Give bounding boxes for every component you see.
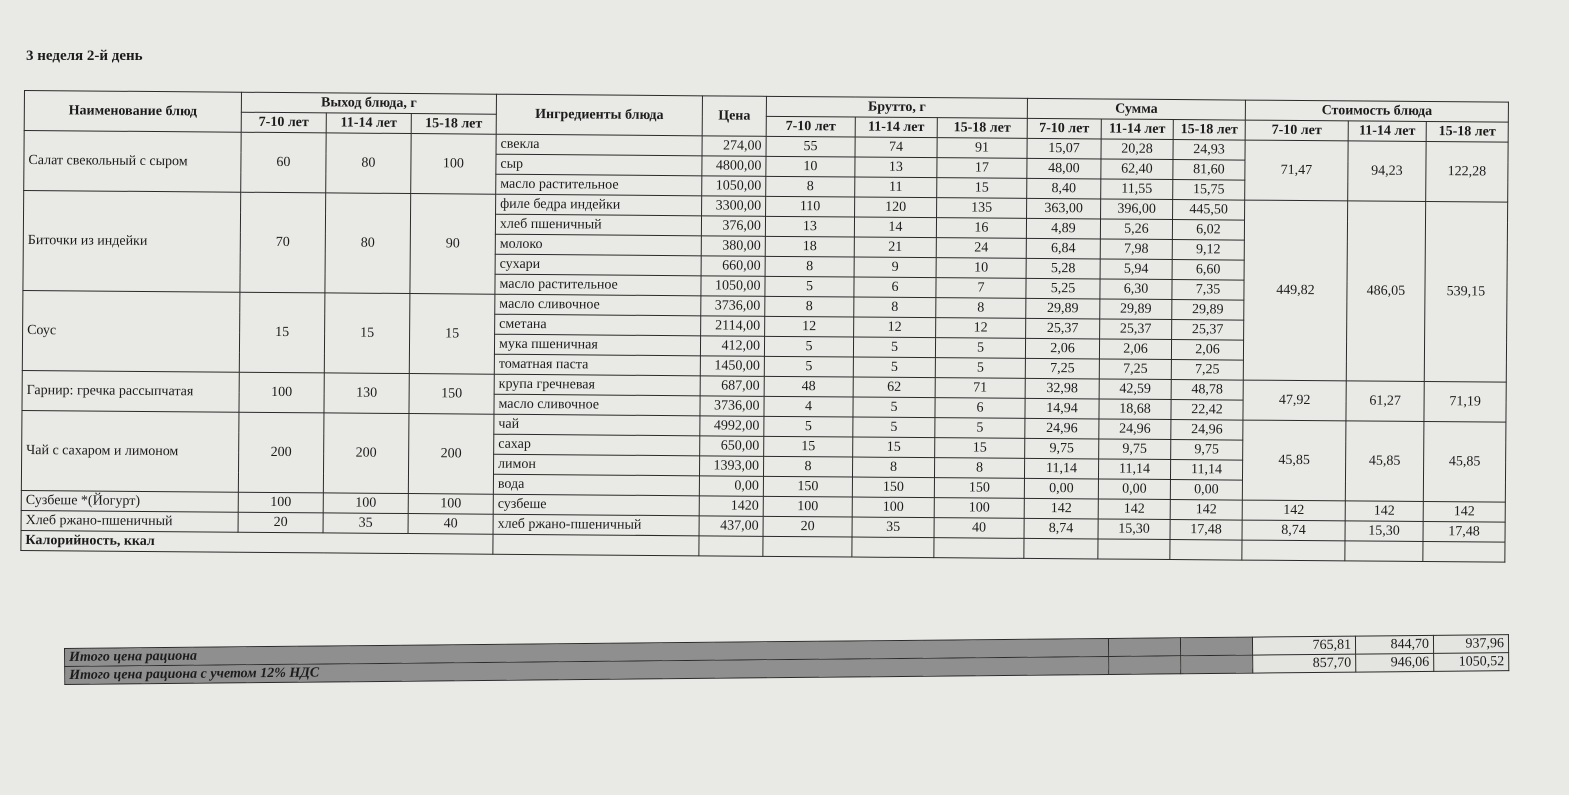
ingredient-gross: 48 [764, 376, 853, 397]
ingredient-price: 0,00 [699, 476, 763, 497]
total-age-15-18: 937,96 [1433, 635, 1508, 654]
calories-cell [1242, 540, 1345, 561]
ingredient-price: 2114,00 [701, 316, 765, 337]
ingredient-gross: 5 [764, 336, 853, 357]
total-vat-age-15-18: 1050,52 [1434, 653, 1509, 672]
ingredient-sum: 8,40 [1027, 178, 1101, 199]
dish-output: 80 [325, 193, 411, 294]
ingredient-sum: 20,28 [1101, 139, 1173, 160]
ingredient-gross: 21 [854, 237, 936, 258]
ingredient-gross: 24 [936, 238, 1026, 259]
dish-cost: 142 [1423, 502, 1505, 523]
ingredient-gross: 5 [935, 338, 1025, 359]
ingredient-sum: 24,96 [1171, 420, 1243, 441]
ingredient-gross: 110 [766, 196, 855, 217]
header-output-age-11-14: 11-14 лет [326, 113, 411, 134]
ingredient-gross: 150 [763, 476, 852, 497]
ingredient-price: 380,00 [701, 236, 765, 257]
total-vat-age-11-14: 946,06 [1356, 653, 1434, 672]
dish-name: Соус [22, 290, 240, 372]
ingredient-sum: 0,00 [1024, 478, 1098, 499]
ingredient-sum: 9,75 [1025, 438, 1099, 459]
total-vat-spacer [1181, 655, 1253, 674]
ingredient-name: сузбеше [493, 494, 699, 516]
ingredient-gross: 35 [852, 517, 934, 538]
ingredient-sum: 17,48 [1170, 520, 1242, 541]
ingredient-name: крупа гречневая [494, 374, 700, 396]
dish-output: 15 [409, 294, 495, 375]
dish-output: 15 [324, 293, 410, 374]
ingredient-sum: 4,89 [1026, 218, 1100, 239]
header-cost-age-7-10: 7-10 лет [1245, 120, 1348, 141]
dish-name: Салат свекольный с сыром [24, 131, 241, 193]
ingredient-gross: 5 [935, 358, 1025, 379]
dish-cost: 486,05 [1346, 201, 1425, 382]
ingredient-sum: 24,96 [1025, 418, 1099, 439]
dish-name: Биточки из индейки [23, 191, 241, 293]
ingredient-sum: 0,00 [1098, 479, 1170, 500]
dish-cost: 94,23 [1348, 141, 1426, 202]
ingredient-price: 1393,00 [699, 456, 763, 477]
header-ingredients: Ингредиенты блюда [496, 94, 702, 136]
ingredient-gross: 13 [765, 216, 854, 237]
ingredient-gross: 5 [853, 397, 935, 418]
dish-cost: 142 [1242, 500, 1345, 521]
dish-output: 90 [410, 194, 496, 295]
ingredient-gross: 15 [937, 178, 1027, 199]
ingredient-price: 1050,00 [701, 276, 765, 297]
ingredient-gross: 40 [934, 518, 1024, 539]
total-age-7-10: 765,81 [1252, 636, 1355, 655]
ingredient-name: масло растительное [496, 174, 702, 196]
dish-output: 15 [239, 292, 325, 373]
menu-table-body [21, 131, 1508, 563]
ingredient-price: 376,00 [701, 216, 765, 237]
header-dish: Наименование блюд [24, 91, 241, 133]
ingredient-sum: 22,42 [1171, 400, 1243, 421]
totals-table [64, 634, 1509, 685]
ingredient-gross: 5 [853, 357, 935, 378]
ingredient-gross: 18 [765, 236, 854, 257]
calories-cell [1170, 540, 1242, 561]
ingredient-sum: 32,98 [1025, 378, 1099, 399]
menu-table [20, 90, 1509, 563]
dish-cost: 142 [1345, 501, 1423, 522]
ingredient-gross: 8 [763, 456, 852, 477]
ingredient-name: хлеб пшеничный [495, 214, 701, 236]
ingredient-name: сметана [495, 314, 701, 336]
header-sum: Сумма [1027, 98, 1245, 120]
ingredient-sum: 6,30 [1100, 279, 1172, 300]
ingredient-gross: 4 [764, 396, 853, 417]
ingredient-gross: 12 [936, 318, 1026, 339]
total-label: Итого цена рациона [65, 638, 1109, 666]
header-gross: Брутто, г [766, 96, 1027, 118]
dish-output: 35 [323, 513, 408, 534]
header-cost-age-15-18: 15-18 лет [1426, 122, 1508, 143]
ingredient-name: вода [493, 474, 699, 496]
header-gross-age-15-18: 15-18 лет [937, 118, 1027, 139]
ingredient-gross: 100 [763, 496, 852, 517]
ingredient-sum: 445,50 [1173, 200, 1245, 221]
calories-label: Калорийность, ккал [21, 530, 493, 554]
dish-output: 100 [411, 134, 496, 195]
ingredient-sum: 142 [1170, 500, 1242, 521]
ingredient-gross: 74 [855, 137, 937, 158]
dish-output: 200 [323, 413, 409, 494]
header-sum-age-15-18: 15-18 лет [1173, 120, 1245, 141]
ingredient-sum: 6,60 [1172, 260, 1244, 281]
ingredient-sum: 7,98 [1100, 239, 1172, 260]
dish-output: 100 [239, 372, 324, 413]
ingredient-gross: 150 [934, 478, 1024, 499]
ingredient-gross: 12 [765, 316, 854, 337]
total-spacer [1180, 637, 1252, 656]
ingredient-sum: 6,02 [1172, 220, 1244, 241]
ingredient-gross: 100 [852, 497, 934, 518]
ingredient-sum: 5,26 [1100, 219, 1172, 240]
header-price: Цена [702, 96, 766, 137]
ingredient-gross: 17 [937, 158, 1027, 179]
dish-output: 70 [240, 192, 326, 293]
total-vat-age-7-10: 857,70 [1253, 654, 1356, 673]
header-output-age-15-18: 15-18 лет [411, 114, 496, 135]
ingredient-price: 660,00 [701, 256, 765, 277]
calories-cell [1024, 538, 1098, 559]
ingredient-gross: 120 [855, 197, 937, 218]
calories-cell [699, 536, 763, 557]
ingredient-sum: 15,75 [1173, 180, 1245, 201]
total-vat-spacer [1109, 656, 1181, 675]
calories-cell [1345, 541, 1423, 562]
ingredient-sum: 9,75 [1171, 440, 1243, 461]
ingredient-gross: 8 [765, 256, 854, 277]
ingredient-name: молоко [495, 234, 701, 256]
calories-cell [934, 538, 1024, 559]
header-gross-age-11-14: 11-14 лет [855, 117, 937, 138]
ingredient-sum: 9,12 [1172, 240, 1244, 261]
ingredient-sum: 2,06 [1171, 340, 1243, 361]
calories-cell [493, 534, 699, 556]
dish-output: 40 [408, 514, 493, 535]
ingredient-price: 3300,00 [702, 196, 766, 217]
dish-cost: 449,82 [1243, 200, 1347, 381]
ingredient-sum: 14,94 [1025, 398, 1099, 419]
total-vat-label: Итого цена рациона с учетом 12% НДС [65, 656, 1109, 684]
ingredient-sum: 7,25 [1025, 358, 1099, 379]
ingredient-sum: 11,14 [1170, 460, 1242, 481]
ingredient-price: 437,00 [699, 516, 763, 537]
header-output: Выход блюда, г [241, 92, 496, 114]
ingredient-sum: 8,74 [1024, 518, 1098, 539]
calories-cell [1098, 539, 1170, 560]
ingredient-price: 274,00 [702, 136, 766, 157]
ingredient-sum: 18,68 [1099, 399, 1171, 420]
ingredient-gross: 5 [764, 416, 853, 437]
ingredient-gross: 100 [934, 498, 1024, 519]
ingredient-gross: 6 [854, 277, 936, 298]
dish-name: Чай с сахаром и лимоном [21, 410, 239, 492]
dish-output: 60 [241, 132, 326, 193]
calories-cell [1423, 542, 1505, 563]
ingredient-sum: 2,06 [1025, 338, 1099, 359]
ingredient-gross: 91 [937, 138, 1027, 159]
dish-cost: 61,27 [1346, 381, 1424, 422]
header-output-age-7-10: 7-10 лет [241, 112, 326, 133]
ingredient-sum: 6,84 [1026, 238, 1100, 259]
ingredient-name: свекла [496, 134, 702, 156]
ingredient-price: 650,00 [700, 436, 764, 457]
ingredient-sum: 81,60 [1173, 160, 1245, 181]
ingredient-gross: 150 [852, 477, 934, 498]
ingredient-sum: 2,06 [1099, 339, 1171, 360]
ingredient-sum: 15,07 [1027, 138, 1101, 159]
ingredient-sum: 25,37 [1172, 320, 1244, 341]
ingredient-name: масло растительное [495, 274, 701, 296]
ingredient-gross: 20 [763, 516, 852, 537]
ingredient-gross: 7 [936, 278, 1026, 299]
ingredient-name: лимон [493, 454, 699, 476]
ingredient-gross: 11 [855, 177, 937, 198]
ingredient-sum: 0,00 [1170, 480, 1242, 501]
ingredient-gross: 8 [766, 176, 855, 197]
ingredient-sum: 24,93 [1173, 140, 1245, 161]
dish-output: 80 [326, 133, 411, 194]
dish-output: 100 [408, 494, 493, 515]
ingredient-sum: 48,00 [1027, 158, 1101, 179]
ingredient-sum: 48,78 [1171, 380, 1243, 401]
ingredient-gross: 55 [766, 136, 855, 157]
dish-output: 200 [408, 414, 494, 495]
header-sum-age-7-10: 7-10 лет [1027, 118, 1101, 139]
dish-cost: 539,15 [1424, 202, 1507, 383]
dish-output: 100 [323, 493, 408, 514]
header-gross-age-7-10: 7-10 лет [766, 116, 855, 137]
ingredient-name: филе бедра индейки [496, 194, 702, 216]
dish-cost: 47,92 [1243, 380, 1346, 421]
total-spacer [1108, 638, 1180, 657]
ingredient-gross: 5 [765, 276, 854, 297]
dish-cost: 15,30 [1345, 521, 1423, 542]
ingredient-gross: 5 [853, 337, 935, 358]
ingredient-sum: 142 [1098, 499, 1170, 520]
ingredient-price: 1050,00 [702, 176, 766, 197]
ingredient-name: масло сливочное [494, 394, 700, 416]
ingredient-gross: 16 [936, 218, 1026, 239]
dish-cost: 45,85 [1423, 422, 1506, 503]
menu-table-sheet [20, 90, 1508, 563]
dish-cost: 71,19 [1424, 382, 1506, 423]
ingredient-gross: 5 [764, 356, 853, 377]
ingredient-gross: 9 [854, 257, 936, 278]
ingredient-price: 4992,00 [700, 416, 764, 437]
ingredient-sum: 363,00 [1027, 198, 1101, 219]
ingredient-sum: 11,14 [1024, 458, 1098, 479]
ingredient-sum: 25,37 [1026, 318, 1100, 339]
ingredient-name: сахар [494, 434, 700, 456]
ingredient-name: сухари [495, 254, 701, 276]
ingredient-sum: 5,28 [1026, 258, 1100, 279]
page-title: 3 неделя 2-й день [26, 48, 143, 64]
header-cost-age-11-14: 11-14 лет [1348, 121, 1426, 142]
ingredient-gross: 8 [765, 296, 854, 317]
ingredient-gross: 8 [936, 298, 1026, 319]
dish-cost: 122,28 [1426, 142, 1508, 203]
dish-cost: 45,85 [1242, 420, 1346, 501]
dish-output: 20 [238, 512, 323, 533]
ingredient-gross: 71 [935, 378, 1025, 399]
dish-name: Хлеб ржано-пшеничный [21, 510, 238, 532]
ingredient-sum: 142 [1024, 498, 1098, 519]
ingredient-sum: 11,14 [1098, 459, 1170, 480]
dish-output: 130 [324, 373, 409, 414]
ingredient-sum: 24,96 [1099, 419, 1171, 440]
ingredient-sum: 29,89 [1172, 300, 1244, 321]
ingredient-gross: 13 [855, 157, 937, 178]
ingredient-gross: 8 [852, 457, 934, 478]
dish-name: Сузбеше *(Йогурт) [21, 490, 238, 512]
ingredient-name: мука пшеничная [494, 334, 700, 356]
ingredient-name: томатная паста [494, 354, 700, 376]
ingredient-name: хлеб ржано-пшеничный [493, 514, 699, 536]
ingredient-gross: 14 [854, 217, 936, 238]
ingredient-gross: 5 [935, 418, 1025, 439]
total-age-11-14: 844,70 [1355, 635, 1433, 654]
ingredient-sum: 62,40 [1101, 159, 1173, 180]
ingredient-sum: 7,25 [1099, 359, 1171, 380]
dish-output: 100 [238, 492, 323, 513]
dish-output: 150 [409, 374, 494, 415]
ingredient-gross: 15 [853, 437, 935, 458]
ingredient-gross: 12 [854, 317, 936, 338]
ingredient-sum: 396,00 [1101, 199, 1173, 220]
ingredient-name: чай [494, 414, 700, 436]
ingredient-sum: 29,89 [1026, 298, 1100, 319]
ingredient-gross: 8 [934, 458, 1024, 479]
ingredient-gross: 135 [937, 198, 1027, 219]
totals-block [64, 634, 1508, 685]
ingredient-name: сыр [496, 154, 702, 176]
ingredient-name: масло сливочное [495, 294, 701, 316]
ingredient-price: 3736,00 [700, 396, 764, 417]
ingredient-sum: 5,25 [1026, 278, 1100, 299]
ingredient-gross: 15 [764, 436, 853, 457]
dish-output: 200 [238, 412, 324, 493]
calories-cell [852, 537, 934, 558]
ingredient-price: 412,00 [700, 336, 764, 357]
ingredient-sum: 25,37 [1100, 319, 1172, 340]
ingredient-sum: 11,55 [1101, 179, 1173, 200]
ingredient-gross: 6 [935, 398, 1025, 419]
ingredient-price: 687,00 [700, 376, 764, 397]
ingredient-sum: 7,25 [1171, 360, 1243, 381]
header-cost: Стоимость блюда [1245, 100, 1508, 122]
ingredient-sum: 42,59 [1099, 379, 1171, 400]
ingredient-price: 4800,00 [702, 156, 766, 177]
ingredient-gross: 8 [854, 297, 936, 318]
ingredient-gross: 62 [853, 377, 935, 398]
header-sum-age-11-14: 11-14 лет [1101, 119, 1173, 140]
ingredient-price: 3736,00 [701, 296, 765, 317]
ingredient-sum: 5,94 [1100, 259, 1172, 280]
ingredient-sum: 29,89 [1100, 299, 1172, 320]
dish-name: Гарнир: гречка рассыпчатая [22, 370, 239, 412]
dish-cost: 71,47 [1245, 140, 1348, 201]
ingredient-gross: 5 [853, 417, 935, 438]
ingredient-price: 1450,00 [700, 356, 764, 377]
ingredient-gross: 10 [936, 258, 1026, 279]
ingredient-sum: 15,30 [1098, 519, 1170, 540]
calories-cell [763, 536, 852, 557]
ingredient-gross: 10 [766, 156, 855, 177]
ingredient-sum: 9,75 [1099, 439, 1171, 460]
ingredient-price: 1420 [699, 496, 763, 517]
dish-cost: 8,74 [1242, 520, 1345, 541]
dish-cost: 17,48 [1423, 522, 1505, 543]
ingredient-sum: 7,35 [1172, 280, 1244, 301]
ingredient-gross: 15 [935, 438, 1025, 459]
dish-cost: 45,85 [1345, 421, 1424, 502]
